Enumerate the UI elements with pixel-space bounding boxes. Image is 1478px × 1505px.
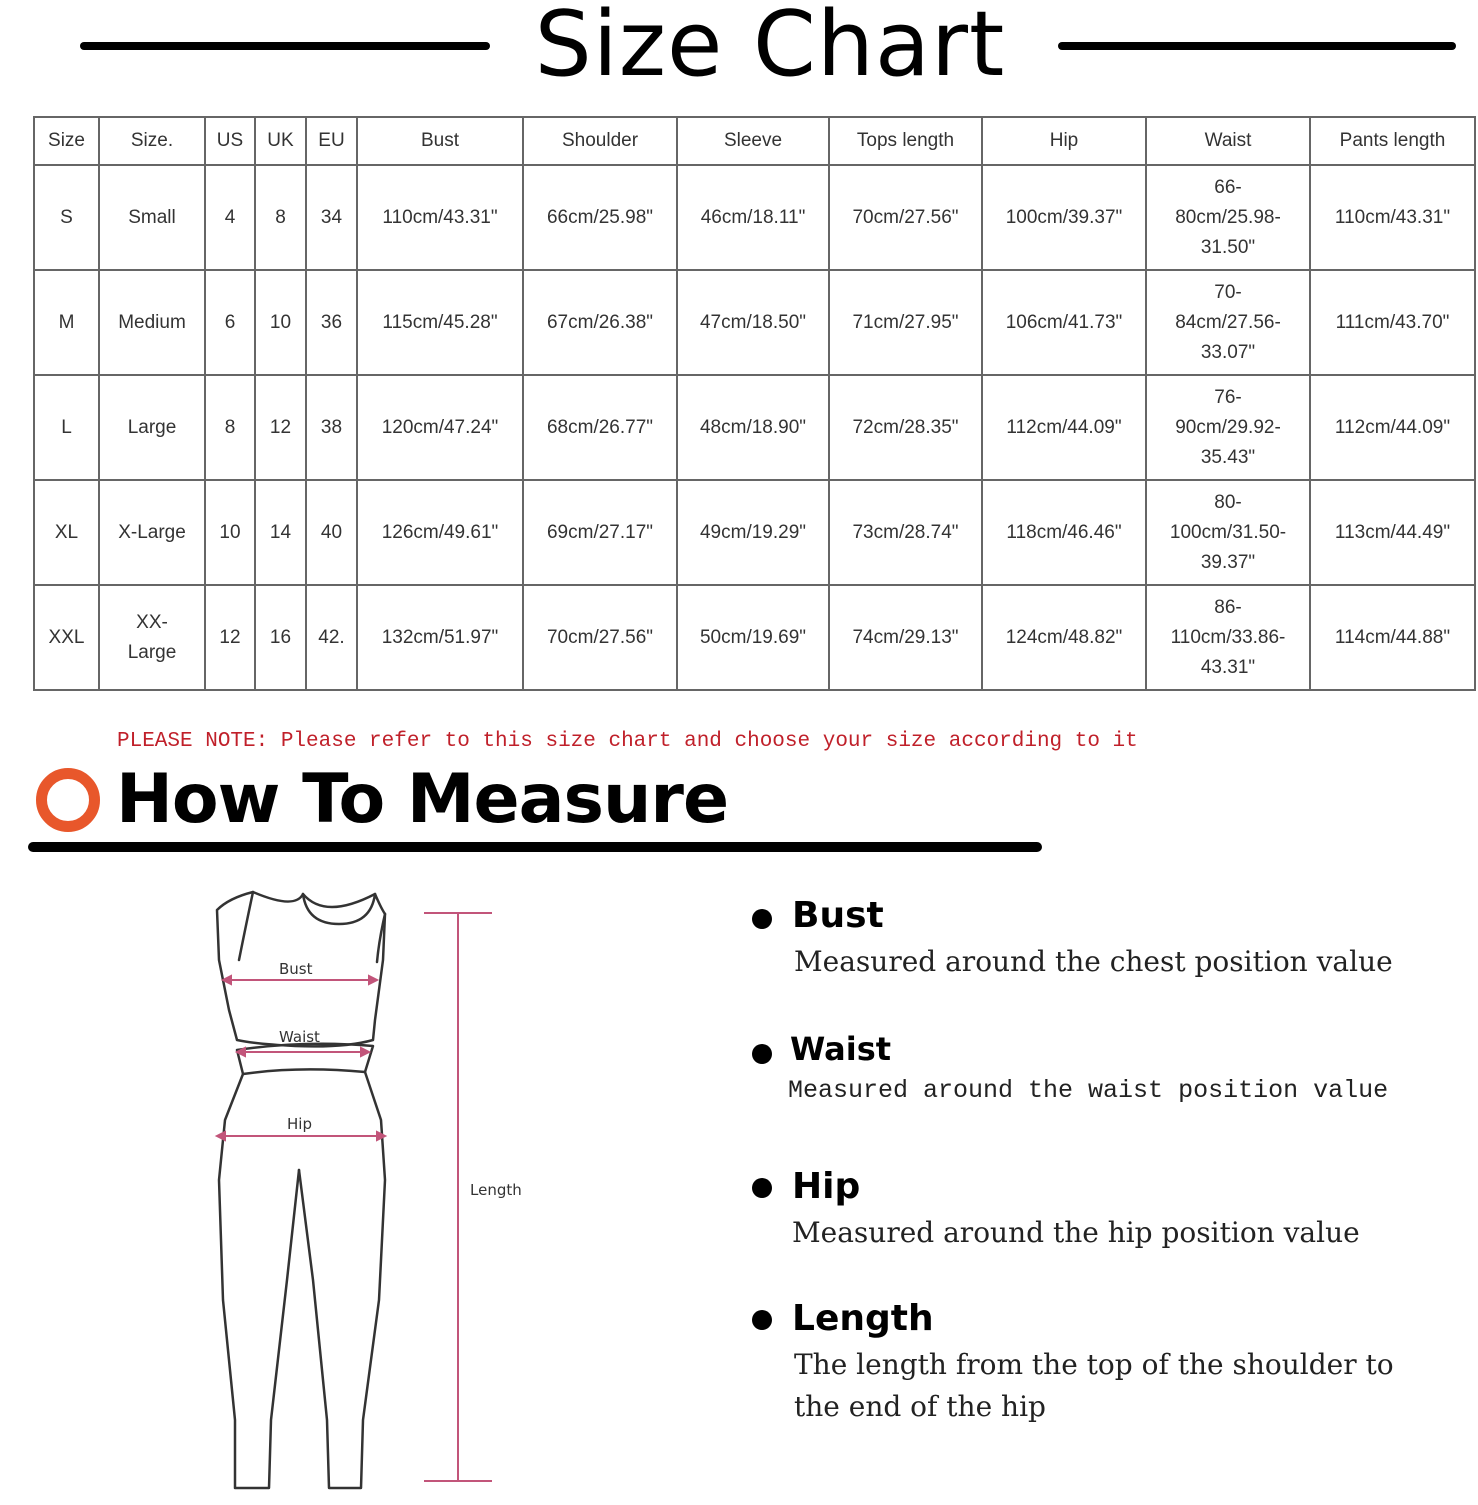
table-row (34, 480, 1475, 585)
table-cell: 10 (255, 270, 306, 375)
table-row (34, 585, 1475, 690)
title-rule-right (1058, 42, 1456, 50)
measure-item-length (752, 1298, 1452, 1428)
table-cell: 126cm/49.61" (357, 480, 523, 585)
table-cell: 4 (205, 165, 255, 270)
figure-label-length: Length (470, 1181, 522, 1199)
table-cell: 68cm/26.77" (523, 375, 677, 480)
measure-description: Measured around the chest position value (794, 945, 1393, 978)
column-header: Tops length (829, 117, 982, 165)
table-cell: 12 (255, 375, 306, 480)
table-cell: 76- 90cm/29.92- 35.43" (1146, 375, 1310, 480)
figure-label-waist: Waist (279, 1028, 320, 1046)
column-header: EU (306, 117, 357, 165)
measure-title: Bust (792, 895, 884, 936)
table-cell: 38 (306, 375, 357, 480)
measure-description: Measured around the waist position value (788, 1076, 1389, 1105)
table-cell: 73cm/28.74" (829, 480, 982, 585)
how-to-measure-title: How To Measure (116, 760, 729, 839)
table-cell: S (34, 165, 99, 270)
table-cell: 50cm/19.69" (677, 585, 829, 690)
table-cell: 120cm/47.24" (357, 375, 523, 480)
table-cell: 8 (205, 375, 255, 480)
table-cell: 114cm/44.88" (1310, 585, 1475, 690)
column-header: Shoulder (523, 117, 677, 165)
table-cell: Medium (99, 270, 205, 375)
table-cell: 110cm/43.31" (1310, 165, 1475, 270)
table-row (34, 375, 1475, 480)
bullet-icon (752, 1178, 772, 1198)
title-rule-left (80, 42, 490, 50)
table-cell: 80- 100cm/31.50- 39.37" (1146, 480, 1310, 585)
ring-icon (36, 768, 100, 832)
column-header: Size (34, 117, 99, 165)
table-cell: 115cm/45.28" (357, 270, 523, 375)
table-cell: 86- 110cm/33.86- 43.31" (1146, 585, 1310, 690)
table-cell: XXL (34, 585, 99, 690)
measure-title: Hip (792, 1166, 861, 1207)
table-cell: 34 (306, 165, 357, 270)
how-to-measure-underline (28, 842, 1042, 852)
size-note: PLEASE NOTE: Please refer to this size chart and choose your size according to it (117, 730, 1138, 753)
column-header: Hip (982, 117, 1146, 165)
table-cell: 71cm/27.95" (829, 270, 982, 375)
table-cell: 106cm/41.73" (982, 270, 1146, 375)
table-cell: 42. (306, 585, 357, 690)
table-cell: 66cm/25.98" (523, 165, 677, 270)
table-cell: 49cm/19.29" (677, 480, 829, 585)
column-header: UK (255, 117, 306, 165)
table-cell: 74cm/29.13" (829, 585, 982, 690)
measure-description: Measured around the hip position value (792, 1216, 1360, 1249)
length-indicator (420, 905, 500, 1495)
table-cell: 112cm/44.09" (982, 375, 1146, 480)
table-cell: 100cm/39.37" (982, 165, 1146, 270)
table-cell: 10 (205, 480, 255, 585)
column-header: Sleeve (677, 117, 829, 165)
table-cell: 46cm/18.11" (677, 165, 829, 270)
measure-item-hip (752, 1166, 1452, 1256)
measure-description: The length from the top of the shoulder to the end of the hip (794, 1348, 1394, 1423)
table-cell: 8 (255, 165, 306, 270)
table-cell: 66- 80cm/25.98- 31.50" (1146, 165, 1310, 270)
table-header-row (34, 117, 1475, 165)
table-cell: 40 (306, 480, 357, 585)
column-header: Bust (357, 117, 523, 165)
column-header: Size. (99, 117, 205, 165)
table-cell: 6 (205, 270, 255, 375)
table-cell: 111cm/43.70" (1310, 270, 1475, 375)
bullet-icon (752, 1044, 772, 1064)
table-cell: 14 (255, 480, 306, 585)
table-cell: 70cm/27.56" (523, 585, 677, 690)
size-table (33, 116, 1476, 691)
title-row (0, 0, 1478, 100)
table-cell: Large (99, 375, 205, 480)
measure-item-bust (752, 895, 1452, 985)
measure-title: Waist (790, 1030, 892, 1068)
table-cell: 36 (306, 270, 357, 375)
table-cell: 48cm/18.90" (677, 375, 829, 480)
table-cell: 70cm/27.56" (829, 165, 982, 270)
table-cell: L (34, 375, 99, 480)
table-cell: 132cm/51.97" (357, 585, 523, 690)
column-header: US (205, 117, 255, 165)
table-cell: 124cm/48.82" (982, 585, 1146, 690)
table-cell: X-Large (99, 480, 205, 585)
table-cell: 69cm/27.17" (523, 480, 677, 585)
table-cell: XX- Large (99, 585, 205, 690)
column-header: Waist (1146, 117, 1310, 165)
table-cell: 112cm/44.09" (1310, 375, 1475, 480)
table-cell: 47cm/18.50" (677, 270, 829, 375)
table-cell: 70- 84cm/27.56- 33.07" (1146, 270, 1310, 375)
column-header: Pants length (1310, 117, 1475, 165)
table-cell: 16 (255, 585, 306, 690)
table-cell: 72cm/28.35" (829, 375, 982, 480)
table-cell: 118cm/46.46" (982, 480, 1146, 585)
table-cell: 113cm/44.49" (1310, 480, 1475, 585)
table-cell: Small (99, 165, 205, 270)
bullet-icon (752, 1310, 772, 1330)
figure-label-hip: Hip (287, 1115, 312, 1133)
table-cell: 12 (205, 585, 255, 690)
measure-item-waist (752, 1030, 1452, 1120)
table-row (34, 270, 1475, 375)
table-row (34, 165, 1475, 270)
table-cell: XL (34, 480, 99, 585)
table-cell: 110cm/43.31" (357, 165, 523, 270)
figure-label-bust: Bust (279, 960, 313, 978)
table-cell: M (34, 270, 99, 375)
measure-title: Length (792, 1298, 934, 1339)
table-cell: 67cm/26.38" (523, 270, 677, 375)
bullet-icon (752, 909, 772, 929)
page-title: Size Chart (534, 0, 1006, 97)
